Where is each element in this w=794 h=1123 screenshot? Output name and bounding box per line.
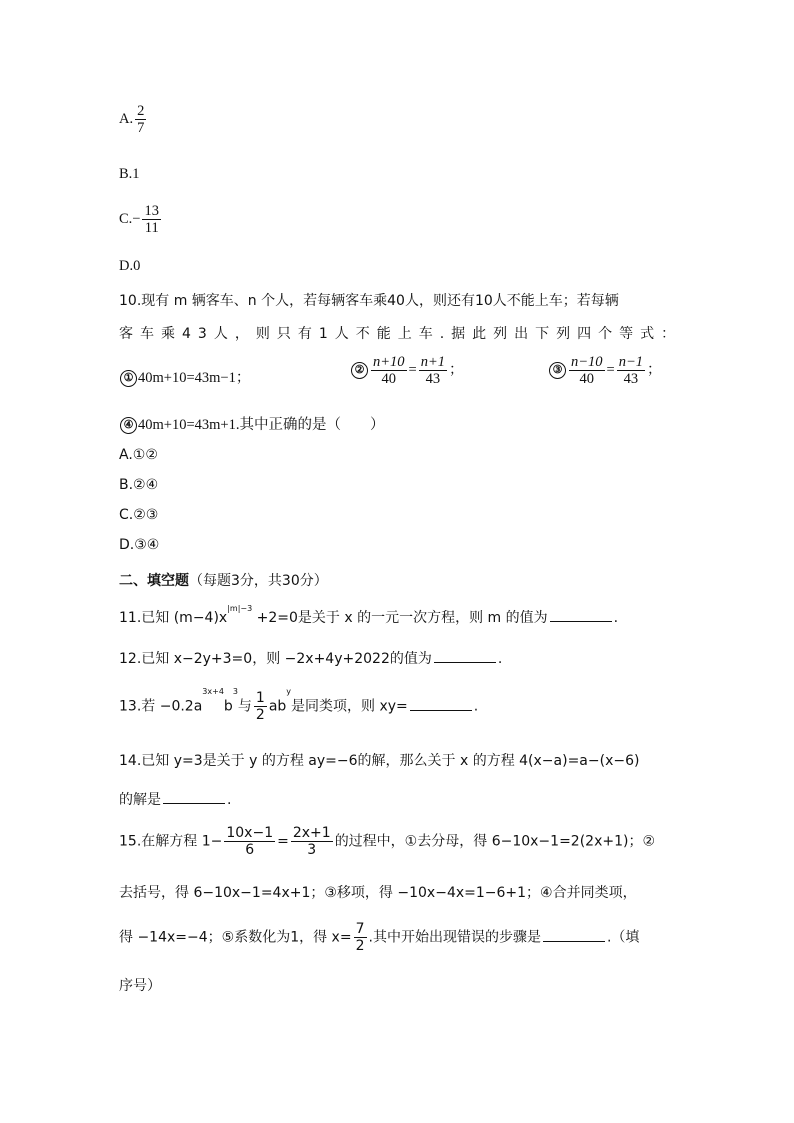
answer-blank[interactable] (543, 929, 605, 942)
option-c: C.− $\frac{13}{11}$ (119, 203, 159, 236)
q10-eq1: ① 40m+10=43m−1； (119, 366, 250, 387)
question-15-line3: 得 −14x=−4；⑤系数化为1，得 x= $\frac{7}{2}$ .其中开始出现错误的步骤是 .（填 (119, 921, 640, 954)
answer-blank[interactable] (410, 698, 472, 711)
circled-3: ③ (549, 362, 566, 379)
question-14-line1: 14.已知 y=3是关于 y 的方程 ay=−6的解，那么关于 x 的方程 4(x−a)=a−(x−6) (119, 753, 640, 769)
option-a-label: A. (119, 110, 134, 127)
q10-option-a: A.①② (119, 447, 158, 463)
option-d: D.0 (119, 258, 141, 274)
question-13: 13.若 $-0.2a^{3x+4}b^3$与 $\frac{1}{2}$ $ab^y$是同类项，则 xy= . (119, 687, 479, 723)
question-15-line2: 去括号，得 6−10x−1=4x+1；③移项，得 −10x−4x=1−6+1；④合并同类项， (119, 885, 637, 901)
circled-2: ② (351, 362, 368, 379)
q10-eq4: ④ 40m+10=43m+1.其中正确的是（ ） (119, 413, 384, 434)
q10-eq3: ③ $\frac{n-10}{40}$ = $\frac{n-1}{43}$ ； (548, 354, 662, 387)
q10-option-b: B.②④ (119, 477, 159, 493)
question-14-line2: 的解是 . (119, 792, 232, 808)
fraction-one-half: $\frac{1}{2}$ (255, 690, 265, 723)
answer-blank[interactable] (163, 791, 225, 804)
fraction-2-7: $\frac{2}{7}$ (137, 103, 145, 136)
q10-option-d: D.③④ (119, 537, 160, 553)
q10-eq2: ② $\frac{n+10}{40}$ = $\frac{n+1}{43}$ ； (350, 354, 464, 387)
option-a (119, 103, 148, 136)
question-15-line4: 序号） (119, 978, 161, 994)
answer-blank[interactable] (434, 650, 496, 663)
question-11: 11.已知 $(m-4)x^{|m|-3} +2=0$是关于 x 的一元一次方程，则 m 的值为 . (119, 604, 619, 626)
circled-1: ① (120, 370, 137, 387)
option-b: B.1 (119, 166, 140, 182)
section-note: （每题3分，共30分） (189, 573, 328, 589)
q10-option-c: C.②③ (119, 507, 159, 523)
question-12: 12.已知 x−2y+3=0，则 −2x+4y+2022的值为 . (119, 651, 503, 667)
question-15-line1: 15.在解方程 1− $\frac{10x-1}{6}$ = $\frac{2x+1}{3}$ 的过程中，①去分母，得 6−10x−1=2(2x+1)；② (119, 825, 656, 858)
q10-line1: 10.现有 m 辆客车、n 个人，若每辆客车乘40人，则还有10人不能上车；若每辆 (119, 293, 619, 309)
fraction-13-11: $\frac{13}{11}$ (144, 203, 159, 236)
section-title: 二、填空题 (119, 573, 189, 589)
answer-blank[interactable] (550, 609, 612, 622)
section-heading (119, 570, 328, 590)
q10-line2: 客车乘43人，则只有1人不能上车.据此列出下列四个等式： (119, 326, 683, 342)
circled-4: ④ (120, 417, 137, 434)
